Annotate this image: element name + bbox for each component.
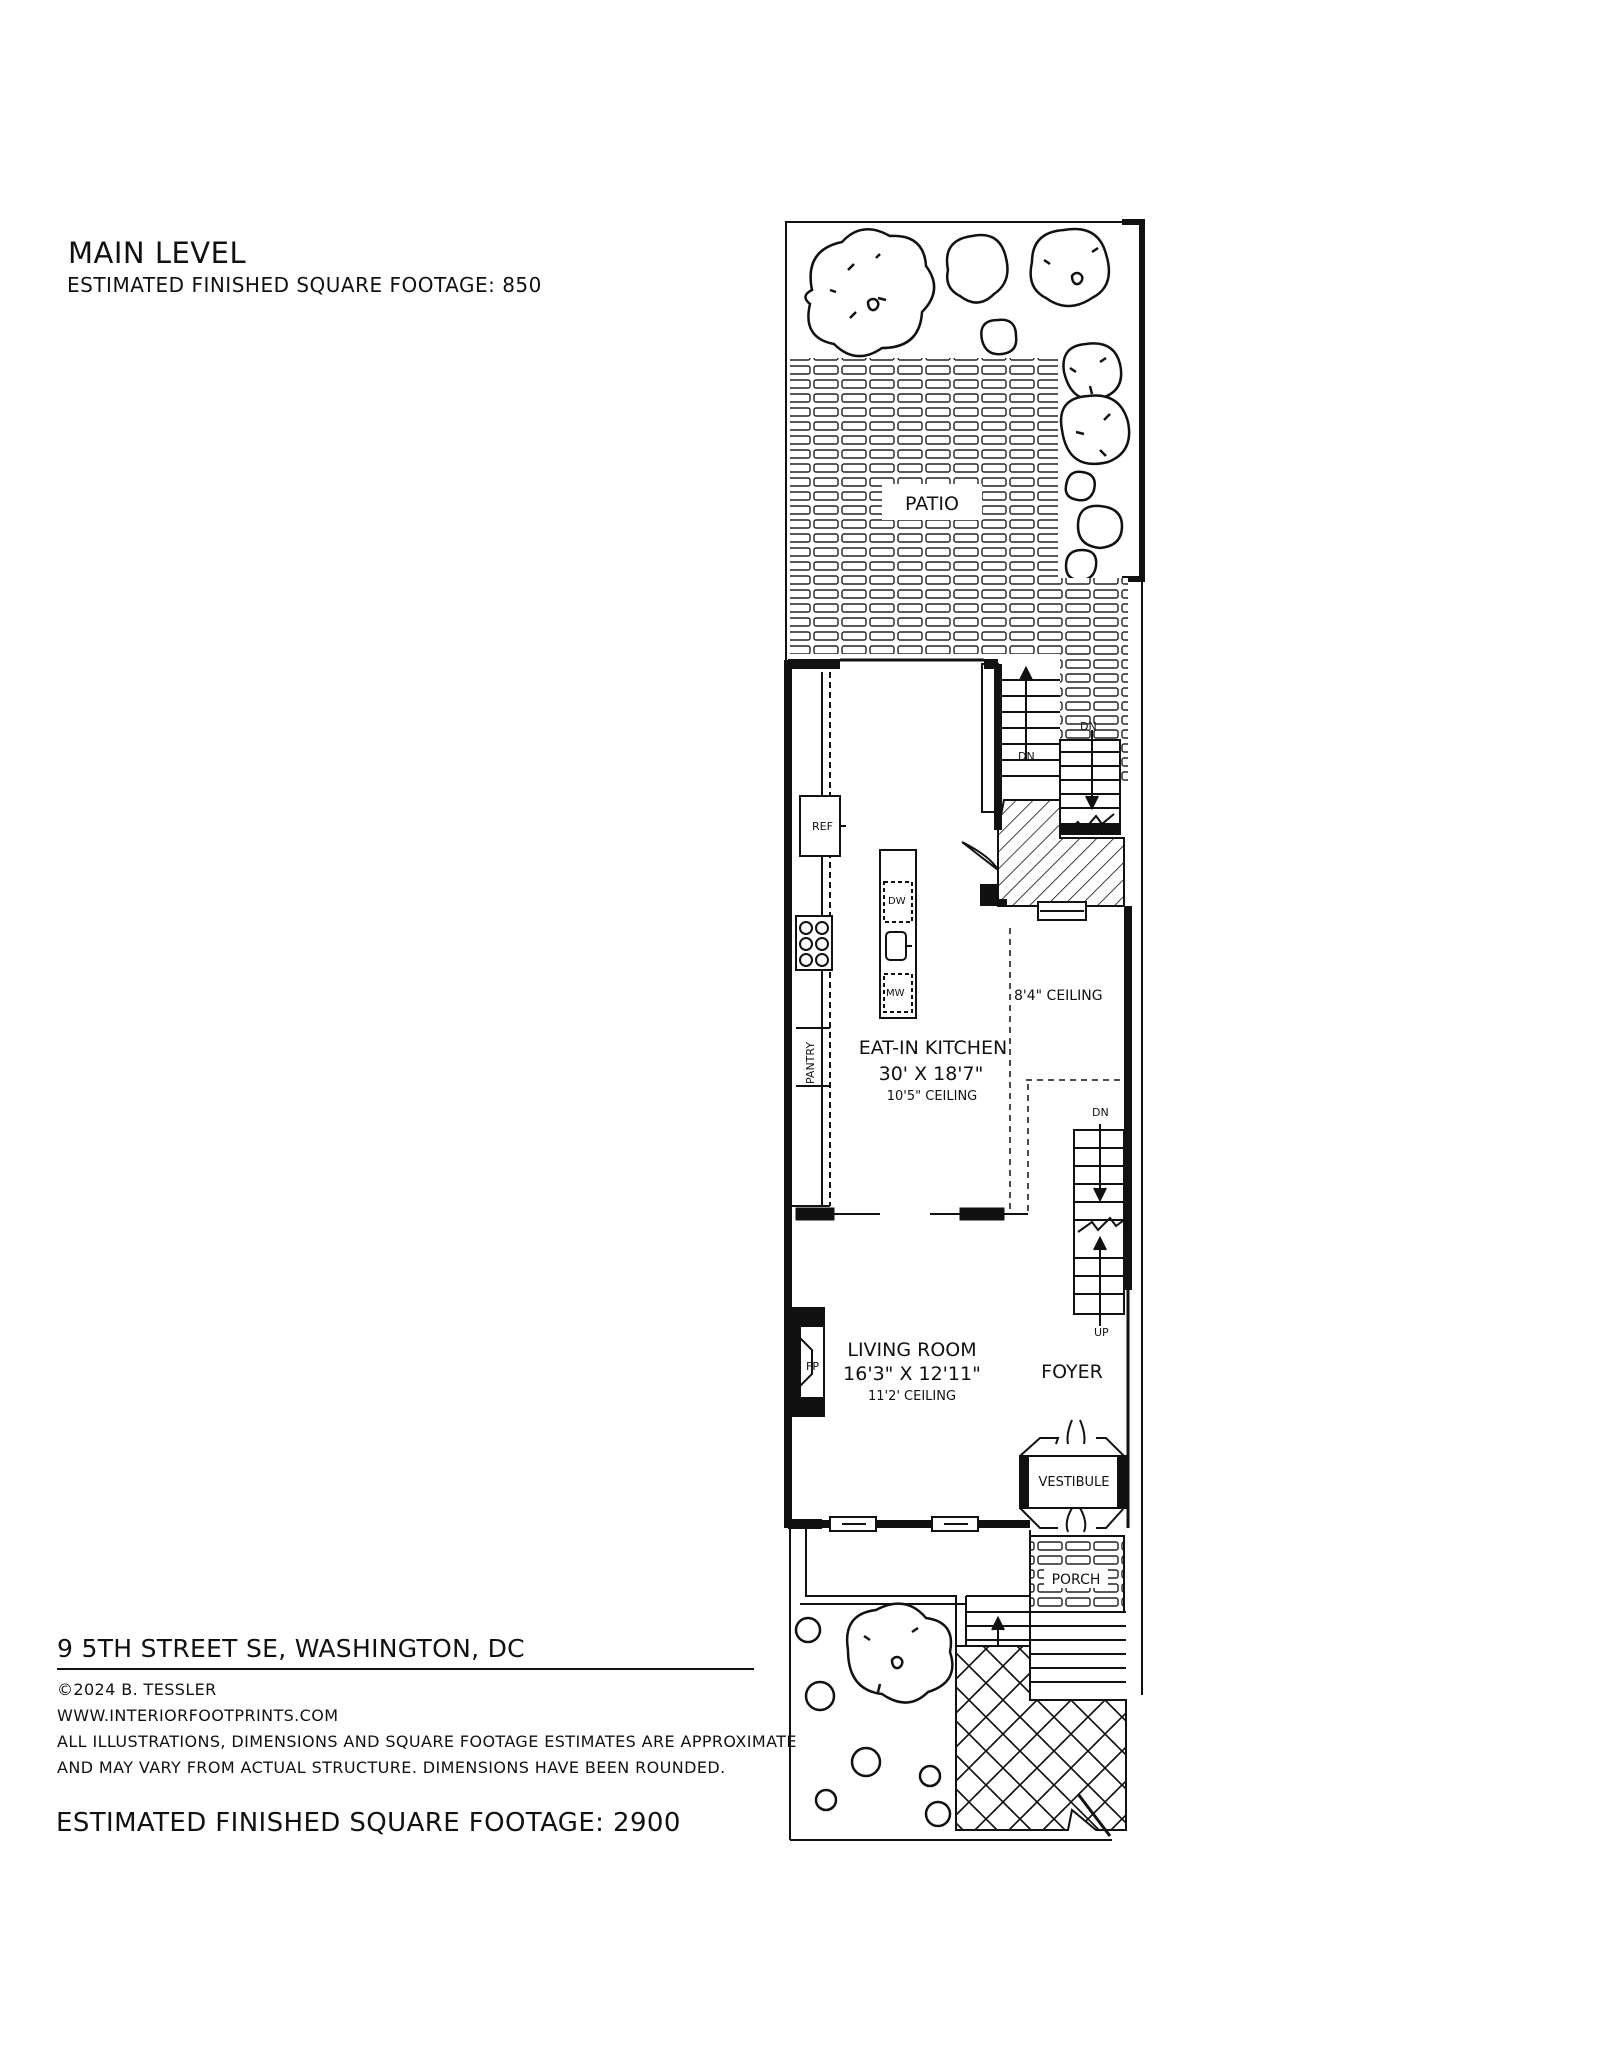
dishwasher-label: DW: [888, 896, 906, 907]
kitchen-dimensions: 30' X 18'7": [878, 1063, 984, 1085]
tree-icon: [847, 1604, 952, 1703]
vestibule-label: VESTIBULE: [1038, 1475, 1110, 1490]
front-walkway: [956, 1646, 1126, 1836]
exterior-stair-down-label: DN: [1080, 720, 1097, 733]
disclaimer-line-2: AND MAY VARY FROM ACTUAL STRUCTURE. DIMENSIONS HAVE BEEN ROUNDED.: [57, 1758, 726, 1777]
rear-door-swing: [962, 842, 998, 870]
living-room-name: LIVING ROOM: [847, 1339, 977, 1361]
total-square-footage: ESTIMATED FINISHED SQUARE FOOTAGE: 2900: [56, 1808, 681, 1838]
microwave-label: MW: [886, 988, 905, 999]
tree-icon: [1031, 229, 1109, 306]
range-icon: [796, 916, 832, 970]
kitchen-name: EAT-IN KITCHEN: [858, 1037, 1008, 1059]
foyer-label: FOYER: [1041, 1361, 1103, 1383]
porch-label: PORCH: [1051, 1572, 1101, 1588]
ceiling-change-lines: [1010, 928, 1124, 1212]
patio-label: PATIO: [905, 493, 959, 515]
refrigerator-label: REF: [812, 820, 833, 833]
stairs-main: [1074, 1106, 1124, 1339]
kitchen-ceiling: 10'5" CEILING: [886, 1089, 978, 1104]
front-stoop-steps: [1030, 1612, 1126, 1694]
living-room-dimensions: 16'3" X 12'11": [843, 1363, 981, 1385]
tree-icon: [947, 235, 1008, 303]
level-square-footage: ESTIMATED FINISHED SQUARE FOOTAGE: 850: [67, 273, 542, 297]
disclaimer-line-1: ALL ILLUSTRATIONS, DIMENSIONS AND SQUARE FOOTAGE ESTIMATES ARE APPROXIMATE: [57, 1732, 797, 1751]
pantry: [796, 1028, 830, 1086]
website: WWW.INTERIORFOOTPRINTS.COM: [57, 1706, 339, 1725]
pantry-label: PANTRY: [804, 1041, 817, 1084]
rear-fence: [1122, 222, 1142, 579]
stair-down-label-main: DN: [1092, 1106, 1109, 1119]
level-title: MAIN LEVEL: [68, 236, 247, 270]
property-address: 9 5TH STREET SE, WASHINGTON, DC: [57, 1634, 525, 1663]
tree-icon: [981, 320, 1016, 354]
vestibule: [1020, 1420, 1126, 1532]
fireplace-icon: [788, 1308, 824, 1416]
kitchen-island: [880, 850, 916, 1018]
fireplace-label: FP: [806, 1360, 819, 1373]
side-ceiling-label: 8'4" CEILING: [1014, 988, 1103, 1004]
kitchen-living-divider: [796, 1208, 1028, 1220]
stair-up-label: UP: [1094, 1326, 1109, 1339]
living-room-ceiling: 11'2' CEILING: [867, 1389, 957, 1404]
stair-down-label: DN: [1018, 750, 1035, 763]
copyright: ©2024 B. TESSLER: [57, 1680, 217, 1699]
shrub-icon: [1061, 343, 1129, 580]
porch: [1030, 1530, 1124, 1612]
room-labels: [843, 988, 1103, 1404]
tree-icon: [805, 229, 934, 356]
